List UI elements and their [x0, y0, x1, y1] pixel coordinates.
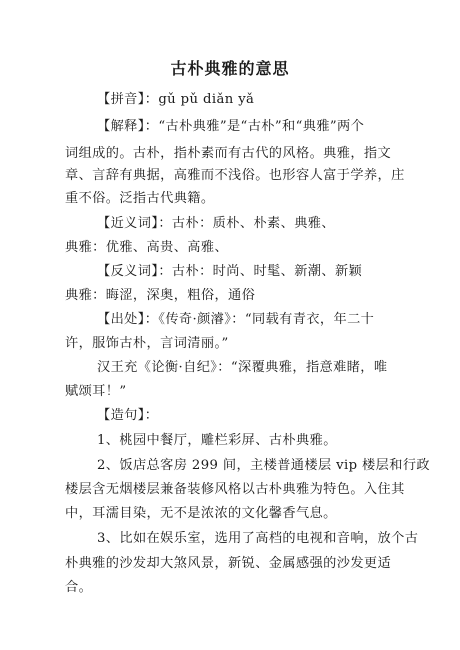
pinyin-line: 【拼音】：gǔ pǔ diǎn yǎ: [97, 92, 255, 107]
explanation-line-2: 词组成的。古朴，指朴素而有古代的风格。典雅，指文: [65, 146, 392, 161]
antonym-line-2: 典雅：晦涩，深奥，粗俗，通俗: [65, 288, 256, 303]
synonym-line-1: 【近义词】：古朴：质朴、朴素、典雅、: [97, 216, 335, 231]
example-3-line-2: 朴典雅的沙发却大煞风景，新锐、金属感强的沙发更适: [65, 556, 392, 571]
example-2-line-2: 楼层含无烟楼层兼备装修风格以古朴典雅为特色。入住其: [65, 482, 405, 497]
example-heading: 【造句】：: [97, 408, 159, 423]
example-1: 1、桃园中餐厅，雕栏彩屏、古朴典雅。: [97, 433, 337, 448]
document-title: 古朴典雅的意思: [170, 59, 290, 78]
example-3-line-1: 3、比如在娱乐室，选用了高档的电视和音响，放个古: [97, 531, 419, 546]
antonym-line-1: 【反义词】：古朴：时尚、时髦、新潮、新颖: [97, 264, 363, 279]
source-line-3: 汉王充《论衡·自纪》：“深覆典雅，指意难睹，唯: [97, 360, 388, 375]
example-3-line-3: 合。: [65, 580, 93, 595]
explanation-line-4: 重不俗。泛指古代典籍。: [65, 191, 215, 206]
source-line-4: 赋颂耳！”: [65, 384, 127, 399]
explanation-line-1: 【解释】：“古朴典雅”是“古朴”和“典雅”两个: [97, 119, 365, 134]
source-line-1: 【出处】：《传奇·颜濬》：“同载有青衣，年二十: [97, 312, 375, 327]
source-line-2: 许，服饰古朴，言词清丽。”: [65, 336, 229, 351]
synonym-line-2: 典雅：优雅、高贵、高雅、: [65, 240, 229, 255]
example-2-line-1: 2、饭店总客房 299 间，主楼普通楼层 vip 楼层和行政: [97, 458, 430, 473]
example-2-line-3: 中，耳濡目染，无不是浓浓的文化馨香气息。: [65, 506, 337, 521]
explanation-line-3: 章、言辞有典据，高雅而不浅俗。也形容人富于学养，庄: [65, 168, 405, 183]
